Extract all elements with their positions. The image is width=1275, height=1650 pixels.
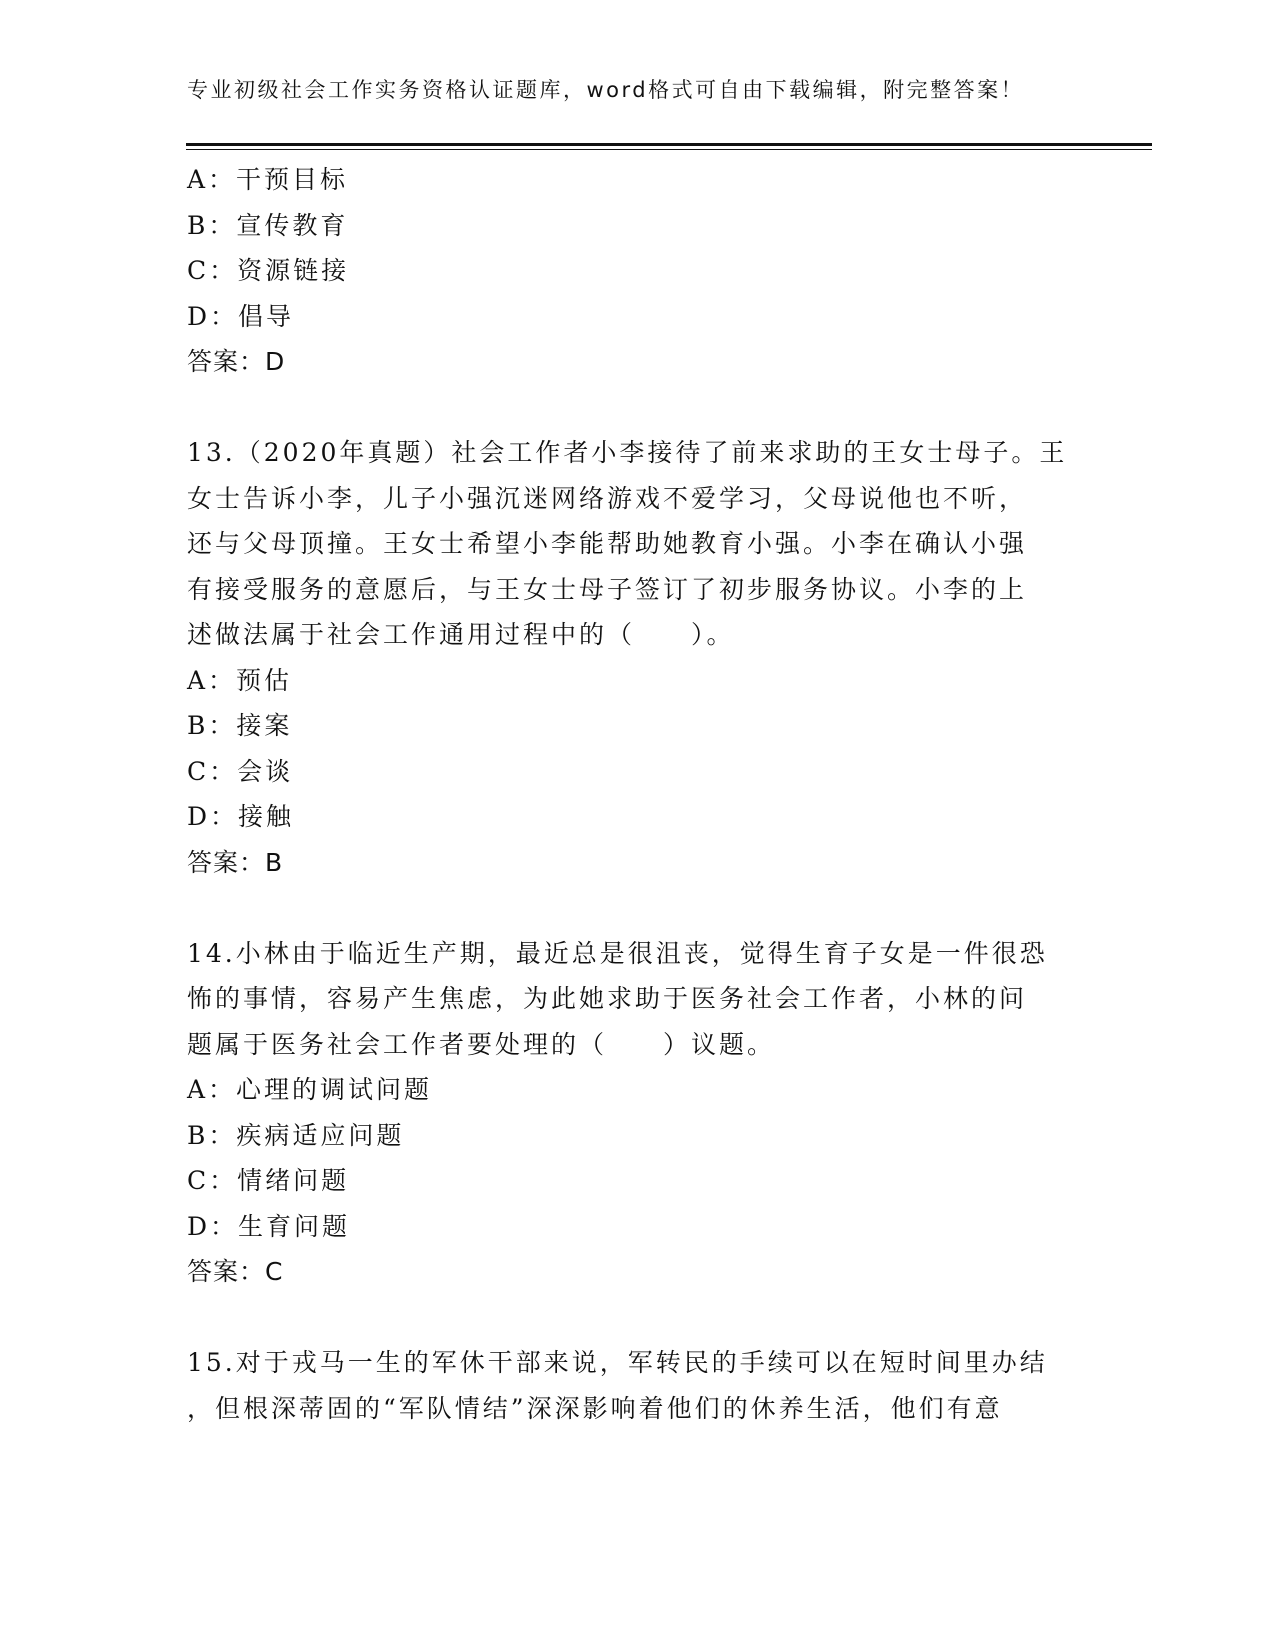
question-stem-line: 14.小林由于临近生产期，最近总是很沮丧，觉得生育子女是一件很恐: [187, 938, 1048, 968]
option-c: C：情绪问题: [187, 1166, 350, 1195]
header-rule-thick: [186, 143, 1152, 146]
option-d: D：倡导: [187, 301, 295, 331]
spacer: [187, 1295, 1087, 1341]
question-13: [187, 430, 1087, 885]
question-content: [187, 157, 1087, 1431]
question-stem-line: 题属于医务社会工作者要处理的（ ）议题。: [187, 1029, 776, 1059]
question-14: [187, 931, 1087, 1295]
option-a: A：心理的调试问题: [187, 1075, 433, 1104]
question-stem-line: 述做法属于社会工作通用过程中的（ ）。: [187, 620, 735, 649]
page-header: 专业初级社会工作实务资格认证题库，word格式可自由下载编辑，附完整答案！: [187, 78, 1025, 102]
question-stem-line: 女士告诉小李，儿子小强沉迷网络游戏不爱学习，父母说他也不听，: [187, 483, 1028, 513]
question-12: [187, 157, 1087, 385]
option-d: D：接触: [187, 802, 295, 831]
answer: 答案：B: [187, 847, 284, 877]
option-b: B：宣传教育: [187, 210, 349, 240]
question-stem-line: 15.对于戎马一生的军休干部来说，军转民的手续可以在短时间里办结: [187, 1348, 1048, 1377]
question-stem-line: ，但根深蒂固的“军队情结”深深影响着他们的休养生活，他们有意: [187, 1393, 1003, 1423]
question-stem-line: 有接受服务的意愿后，与王女士母子签订了初步服务协议。小李的上: [187, 574, 1028, 604]
option-b: B：疾病适应问题: [187, 1120, 405, 1150]
option-a: A：预估: [187, 665, 293, 695]
option-c: C：资源链接: [187, 256, 350, 285]
header-rule-thin: [186, 149, 1152, 150]
question-stem-line: 13.（2020年真题）社会工作者小李接待了前来求助的王女士母子。王: [187, 438, 1068, 467]
option-a: A：干预目标: [187, 165, 349, 194]
question-stem-line: 还与父母顶撞。王女士希望小李能帮助她教育小强。小李在确认小强: [187, 529, 1028, 558]
answer: 答案：C: [187, 1257, 284, 1286]
spacer: [187, 885, 1087, 931]
option-d: D：生育问题: [187, 1211, 351, 1241]
spacer: [187, 385, 1087, 431]
option-b: B：接案: [187, 711, 293, 740]
question-stem-line: 怖的事情，容易产生焦虑，为此她求助于医务社会工作者，小林的问: [187, 984, 1028, 1013]
question-15: [187, 1340, 1087, 1431]
answer: 答案：D: [187, 347, 286, 376]
option-c: C：会谈: [187, 756, 294, 786]
